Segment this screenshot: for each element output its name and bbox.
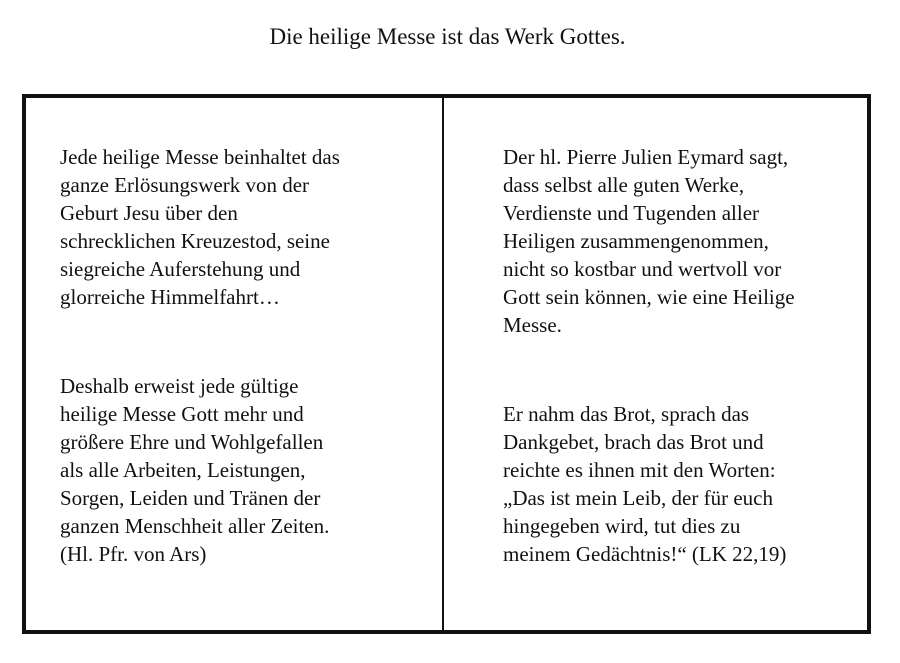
right-paragraph-2	[503, 400, 786, 568]
text-line: Verdienste und Tugenden aller	[503, 201, 760, 225]
right-paragraph-1	[503, 143, 795, 339]
text-line: reichte es ihnen mit den Worten:	[503, 458, 776, 482]
page-title: Die heilige Messe ist das Werk Gottes.	[269, 24, 626, 49]
text-line: ganzen Menschheit aller Zeiten.	[60, 514, 330, 538]
text-line: nicht so kostbar und wertvoll vor	[503, 257, 782, 281]
left-paragraph-1	[60, 143, 340, 311]
text-line: größere Ehre und Wohlgefallen	[60, 430, 324, 454]
text-line: Messe.	[503, 313, 562, 337]
text-line: Geburt Jesu über den	[60, 201, 238, 225]
text-line: Dankgebet, brach das Brot und	[503, 430, 764, 454]
text-line: als alle Arbeiten, Leistungen,	[60, 458, 306, 482]
text-line: meinem Gedächtnis!“ (LK 22,19)	[503, 542, 787, 566]
text-line: „Das ist mein Leib, der für euch	[503, 486, 773, 510]
text-line: Der hl. Pierre Julien Eymard sagt,	[503, 145, 789, 169]
text-line: Er nahm das Brot, sprach das	[503, 402, 750, 426]
column-divider	[442, 96, 444, 631]
text-line: glorreiche Himmelfahrt…	[60, 285, 280, 309]
text-line: ganze Erlösungswerk von der	[60, 173, 310, 197]
text-line: hingegeben wird, tut dies zu	[503, 514, 741, 538]
text-line: Jede heilige Messe beinhaltet das	[60, 145, 340, 169]
left-paragraph-2	[60, 372, 329, 568]
text-line: dass selbst alle guten Werke,	[503, 173, 745, 197]
text-line: (Hl. Pfr. von Ars)	[60, 542, 207, 566]
text-line: Heiligen zusammengenommen,	[503, 229, 769, 253]
text-line: schrecklichen Kreuzestod, seine	[60, 229, 330, 253]
text-line: Deshalb erweist jede gültige	[60, 374, 299, 398]
text-line: siegreiche Auferstehung und	[60, 257, 301, 281]
text-line: heilige Messe Gott mehr und	[60, 402, 304, 426]
text-line: Gott sein können, wie eine Heilige	[503, 285, 795, 309]
text-line: Sorgen, Leiden und Tränen der	[60, 486, 321, 510]
